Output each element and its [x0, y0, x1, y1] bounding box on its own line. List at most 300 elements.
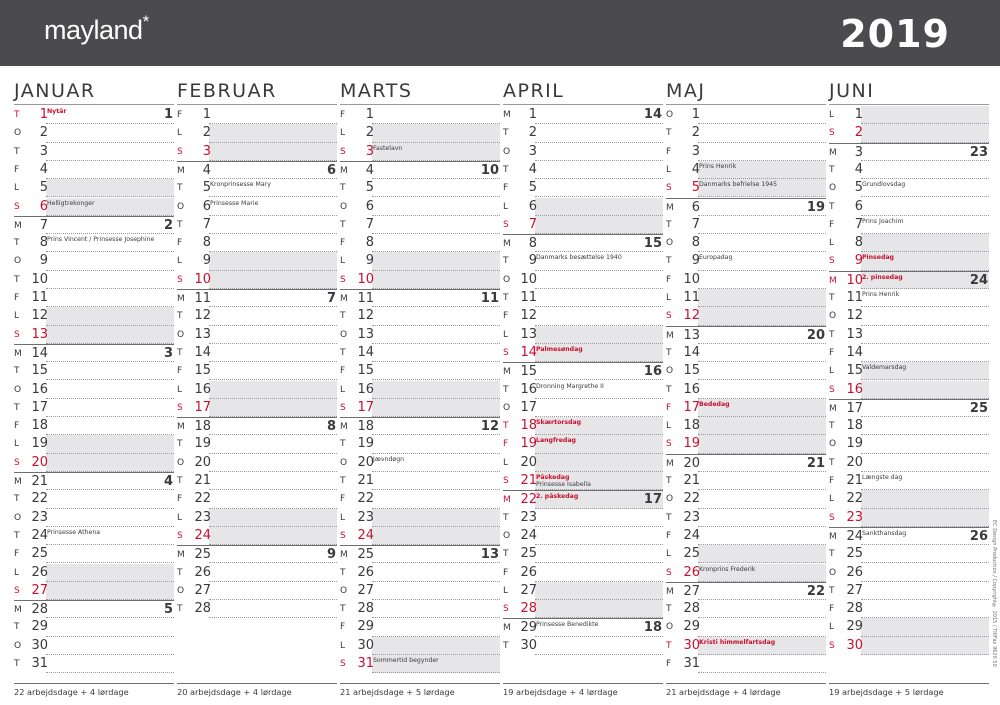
weekday-letter: S — [666, 439, 672, 450]
day-number: 24 — [194, 527, 211, 543]
day-row — [503, 252, 663, 270]
day-number: 23 — [846, 509, 863, 525]
weekday-letter: L — [829, 622, 835, 633]
weekday-letter: T — [340, 311, 346, 322]
day-row — [829, 289, 989, 307]
day-background — [46, 564, 174, 582]
weekday-letter: O — [340, 329, 348, 340]
day-background — [698, 417, 826, 435]
day-row — [829, 326, 989, 344]
day-row — [666, 234, 826, 252]
day-number: 26 — [683, 564, 700, 580]
day-note: Kristi himmelfartsdag — [699, 638, 776, 646]
weekday-letter: F — [829, 219, 835, 230]
day-row — [340, 472, 500, 490]
day-background — [209, 143, 337, 161]
day-number: 3 — [854, 144, 863, 160]
day-background — [46, 601, 174, 618]
day-background — [46, 381, 174, 399]
weekday-letter: T — [503, 256, 509, 267]
day-number: 8 — [365, 235, 374, 251]
day-row — [177, 307, 337, 325]
weekday-letter: O — [503, 274, 511, 285]
day-row — [340, 399, 500, 417]
day-background — [372, 216, 500, 234]
month-column-maj — [666, 66, 826, 705]
day-background — [535, 527, 663, 545]
day-number: 6 — [365, 198, 374, 214]
day-background — [209, 252, 337, 270]
weekday-letter: T — [666, 347, 672, 358]
day-note: Fastelavn — [373, 144, 403, 152]
day-row — [666, 490, 826, 508]
weekday-letter: T — [666, 219, 672, 230]
day-background — [698, 362, 826, 380]
month-footer — [666, 683, 826, 697]
day-row — [340, 362, 500, 380]
day-row — [829, 362, 989, 380]
week-number: 1 — [163, 107, 173, 122]
month-name: MAJ — [666, 80, 706, 102]
month-rule — [666, 104, 826, 105]
weekday-letter: T — [666, 384, 672, 395]
weekday-letter: L — [177, 256, 183, 267]
day-number: 25 — [194, 547, 211, 563]
day-note: Langfredag — [536, 437, 576, 445]
day-number: 16 — [357, 381, 374, 397]
day-note: Sankthansdag — [862, 529, 907, 537]
weekday-letter: F — [666, 659, 672, 669]
weekday-letter: F — [340, 622, 346, 633]
day-number: 14 — [357, 344, 374, 360]
day-background — [209, 490, 337, 508]
brand-logo-text: mayland — [44, 15, 143, 45]
weekday-letter: S — [14, 329, 20, 340]
day-number: 1 — [365, 107, 374, 122]
day-row — [829, 490, 989, 508]
day-number: 7 — [202, 216, 211, 232]
day-number: 2 — [202, 125, 211, 141]
weekday-letter: T — [503, 640, 509, 651]
day-background — [46, 473, 174, 490]
day-number: 20 — [31, 454, 48, 470]
day-background — [209, 326, 337, 344]
weekday-letter: F — [503, 183, 509, 194]
day-row — [503, 326, 663, 344]
day-row — [503, 435, 663, 453]
day-row — [177, 161, 337, 179]
day-number: 6 — [528, 198, 537, 214]
day-number: 6 — [39, 198, 48, 214]
day-number: 13 — [846, 326, 863, 342]
month-name: JANUAR — [14, 80, 96, 102]
day-row — [666, 527, 826, 545]
day-row — [829, 545, 989, 563]
day-background — [535, 124, 663, 142]
day-row — [666, 326, 826, 344]
day-background — [46, 271, 174, 289]
day-background — [861, 417, 989, 435]
weekday-letter: T — [177, 347, 183, 358]
day-row — [14, 234, 174, 252]
weekday-letter: S — [340, 146, 346, 157]
day-number: 25 — [357, 547, 374, 563]
day-background — [209, 509, 337, 527]
weekday-letter: T — [829, 457, 835, 468]
day-background — [861, 326, 989, 344]
day-number: 4 — [528, 161, 537, 177]
day-number: 26 — [357, 564, 374, 580]
day-row — [666, 600, 826, 618]
day-number: 15 — [31, 363, 48, 379]
day-row — [340, 509, 500, 527]
day-row — [340, 124, 500, 142]
day-row — [829, 637, 989, 655]
weekday-letter: S — [14, 585, 20, 596]
day-background — [372, 307, 500, 325]
day-row — [829, 618, 989, 636]
day-row — [340, 545, 500, 563]
day-background — [209, 418, 337, 435]
weekday-letter: M — [340, 550, 348, 561]
day-row — [340, 454, 500, 472]
weekday-letter: M — [177, 294, 185, 304]
day-number: 24 — [683, 527, 700, 543]
day-row — [177, 106, 337, 124]
day-number: 5 — [365, 180, 374, 196]
week-number: 19 — [806, 199, 825, 215]
day-background — [209, 399, 337, 417]
day-row — [340, 490, 500, 508]
day-row — [340, 618, 500, 636]
day-number: 4 — [202, 162, 211, 178]
day-row — [340, 637, 500, 655]
weekday-letter: M — [829, 275, 837, 286]
day-note: Dronning Margrethe II — [536, 382, 604, 390]
day-background — [698, 655, 826, 673]
day-background — [209, 234, 337, 252]
day-number: 28 — [846, 601, 863, 617]
day-number: 26 — [194, 564, 211, 580]
weekday-letter: T — [503, 128, 509, 139]
day-background — [861, 564, 989, 582]
day-row — [829, 216, 989, 234]
day-number: 25 — [846, 546, 863, 562]
day-row — [177, 600, 337, 618]
day-row — [503, 490, 663, 508]
weekday-letter: L — [14, 567, 20, 578]
day-row — [14, 509, 174, 527]
day-row — [340, 417, 500, 435]
day-row — [666, 252, 826, 270]
day-background — [46, 362, 174, 380]
day-row — [177, 435, 337, 453]
week-number: 8 — [326, 419, 336, 435]
day-background — [46, 143, 174, 161]
day-number: 25 — [520, 546, 537, 562]
weekday-letter: T — [666, 128, 672, 139]
day-number: 17 — [520, 399, 537, 415]
day-row — [14, 399, 174, 417]
weekday-letter: F — [829, 604, 835, 615]
week-number: 12 — [480, 419, 499, 435]
day-number: 11 — [846, 290, 863, 305]
weekday-letter: T — [14, 402, 20, 413]
day-number: 12 — [194, 308, 211, 324]
day-background — [46, 490, 174, 508]
month-name: FEBRUAR — [177, 80, 277, 102]
day-row — [666, 216, 826, 234]
day-row — [14, 198, 174, 216]
day-row — [177, 582, 337, 600]
day-number: 10 — [194, 271, 211, 287]
day-background — [46, 252, 174, 270]
weekday-letter: L — [829, 110, 835, 120]
day-note: Prinsesse Benedikte — [536, 621, 599, 629]
weekday-letter: S — [503, 476, 509, 486]
weekday-letter: L — [829, 238, 835, 249]
weekday-letter: T — [666, 256, 672, 267]
day-number: 30 — [357, 637, 374, 653]
day-row — [666, 582, 826, 600]
day-number: 5 — [39, 180, 48, 196]
weekday-letter: T — [340, 347, 346, 358]
day-background — [535, 198, 663, 216]
day-number: 4 — [365, 162, 374, 178]
day-row — [829, 582, 989, 600]
day-number: 9 — [202, 253, 211, 269]
day-number: 19 — [31, 436, 48, 452]
weekday-letter: O — [503, 530, 511, 541]
weekday-letter: T — [666, 604, 672, 615]
day-background — [698, 472, 826, 490]
day-number: 28 — [31, 602, 48, 618]
weekday-letter: S — [829, 128, 835, 139]
month-footer — [829, 683, 989, 697]
month-rule — [503, 104, 663, 105]
day-number: 25 — [31, 546, 48, 562]
workdays-summary: 20 arbejdsdage + 4 lørdage — [177, 687, 292, 697]
day-row — [340, 381, 500, 399]
week-number: 6 — [326, 162, 336, 178]
day-number: 18 — [846, 418, 863, 434]
header-bar — [0, 0, 1000, 66]
weekday-letter: M — [340, 294, 348, 304]
weekday-letter: O — [177, 201, 185, 212]
weekday-letter: T — [14, 622, 20, 633]
day-note: 2. påskedag — [536, 493, 579, 501]
day-background — [209, 344, 337, 362]
day-background — [698, 307, 826, 325]
day-number: 21 — [357, 473, 374, 488]
day-row — [177, 417, 337, 435]
day-row — [340, 307, 500, 325]
day-number: 5 — [854, 180, 863, 196]
weekday-letter: S — [666, 183, 672, 194]
day-number: 22 — [31, 491, 48, 507]
day-background — [209, 472, 337, 490]
weekday-letter: O — [666, 110, 674, 120]
day-number: 21 — [31, 474, 48, 489]
day-background — [209, 124, 337, 142]
day-row — [666, 198, 826, 216]
weekday-letter: O — [14, 640, 22, 651]
weekday-letter: F — [666, 402, 672, 413]
week-number: 10 — [480, 162, 499, 178]
day-number: 12 — [846, 308, 863, 324]
day-row — [503, 637, 663, 655]
day-number: 18 — [31, 418, 48, 434]
weekday-letter: L — [340, 512, 346, 523]
weekday-letter: F — [340, 494, 346, 505]
week-number: 22 — [806, 583, 825, 599]
week-number: 2 — [163, 217, 173, 233]
day-background — [535, 289, 663, 307]
weekday-letter: T — [666, 640, 672, 651]
weekday-letter: M — [14, 477, 22, 487]
week-number: 4 — [163, 474, 173, 489]
weekday-letter: T — [340, 604, 346, 615]
day-background — [535, 326, 663, 344]
day-row — [829, 564, 989, 582]
weekday-letter: L — [340, 640, 346, 651]
weekday-letter: F — [666, 530, 672, 541]
day-number: 2 — [39, 125, 48, 141]
day-row — [14, 326, 174, 344]
weekday-letter: T — [177, 604, 183, 615]
day-note: Danmarks besættelse 1940 — [536, 254, 622, 262]
day-background — [861, 234, 989, 252]
day-background — [535, 600, 663, 618]
day-row — [666, 124, 826, 142]
day-number: 5 — [691, 180, 700, 196]
day-background — [46, 217, 174, 234]
weekday-letter: M — [14, 348, 22, 359]
day-background — [535, 179, 663, 197]
day-number: 23 — [357, 509, 374, 525]
day-number: 12 — [31, 308, 48, 324]
weekday-letter: M — [829, 403, 837, 414]
day-background — [46, 399, 174, 417]
day-row — [14, 545, 174, 563]
weekday-letter: T — [666, 512, 672, 523]
day-row — [666, 618, 826, 636]
day-number: 10 — [683, 271, 700, 287]
day-background — [46, 307, 174, 325]
day-number: 19 — [357, 436, 374, 452]
day-background — [861, 490, 989, 508]
day-row — [177, 472, 337, 490]
day-number: 14 — [846, 344, 863, 360]
day-background — [698, 143, 826, 161]
day-row — [829, 344, 989, 362]
day-number: 31 — [357, 656, 374, 671]
print-credit: EC Design Production / Copyright® 2015 / Tlf/Fax 9620 50 — [991, 520, 997, 667]
weekday-letter: S — [14, 201, 20, 212]
weekday-letter: S — [829, 640, 835, 651]
day-row — [829, 472, 989, 490]
weekday-letter: L — [14, 311, 20, 322]
weekday-letter: O — [666, 238, 674, 249]
day-row — [503, 124, 663, 142]
day-number: 20 — [194, 454, 211, 470]
day-row — [14, 472, 174, 490]
weekday-letter: S — [503, 219, 509, 230]
day-row — [177, 490, 337, 508]
weekday-letter: T — [14, 110, 20, 120]
day-background — [861, 582, 989, 600]
weekday-letter: M — [14, 605, 22, 616]
day-background — [861, 600, 989, 618]
weekday-letter: T — [829, 329, 835, 340]
day-row — [14, 655, 174, 673]
day-row — [177, 252, 337, 270]
day-number: 19 — [846, 436, 863, 452]
day-background — [698, 509, 826, 527]
month-footer — [503, 683, 663, 697]
day-row — [340, 252, 500, 270]
day-number: 11 — [194, 291, 211, 306]
day-number: 30 — [683, 637, 700, 653]
day-row — [503, 179, 663, 197]
day-number: 31 — [683, 656, 700, 671]
day-row — [14, 417, 174, 435]
week-number: 25 — [969, 400, 988, 416]
weekday-letter: T — [177, 183, 183, 194]
day-row — [14, 161, 174, 179]
day-row — [340, 271, 500, 289]
weekday-letter: S — [829, 512, 835, 523]
day-row — [177, 198, 337, 216]
day-number: 1 — [854, 107, 863, 122]
day-row — [829, 435, 989, 453]
day-background — [861, 545, 989, 563]
day-number: 22 — [357, 491, 374, 507]
day-number: 16 — [683, 381, 700, 397]
weekday-letter: T — [503, 384, 509, 395]
day-background — [46, 454, 174, 472]
day-number: 16 — [520, 381, 537, 397]
day-number: 29 — [357, 619, 374, 635]
day-number: 7 — [691, 216, 700, 232]
day-number: 3 — [39, 143, 48, 159]
weekday-letter: O — [829, 439, 837, 450]
day-number: 21 — [683, 473, 700, 488]
day-row — [503, 618, 663, 636]
day-background — [372, 198, 500, 216]
day-row — [666, 637, 826, 655]
day-background — [46, 289, 174, 307]
day-row — [340, 106, 500, 124]
month-footer — [340, 683, 500, 697]
day-row — [666, 545, 826, 563]
weekday-letter: O — [340, 201, 348, 212]
day-background — [861, 106, 989, 124]
weekday-letter: F — [14, 293, 20, 303]
day-number: 3 — [365, 143, 374, 159]
day-number: 10 — [357, 271, 374, 287]
day-number: 22 — [683, 491, 700, 507]
day-number: 24 — [846, 528, 863, 544]
day-row — [666, 399, 826, 417]
day-background — [209, 546, 337, 563]
day-row — [177, 509, 337, 527]
day-background — [372, 527, 500, 545]
weekday-letter: M — [503, 110, 511, 120]
day-row — [177, 344, 337, 362]
day-note: 2. pinsedag — [862, 273, 903, 281]
weekday-letter: M — [14, 220, 22, 231]
